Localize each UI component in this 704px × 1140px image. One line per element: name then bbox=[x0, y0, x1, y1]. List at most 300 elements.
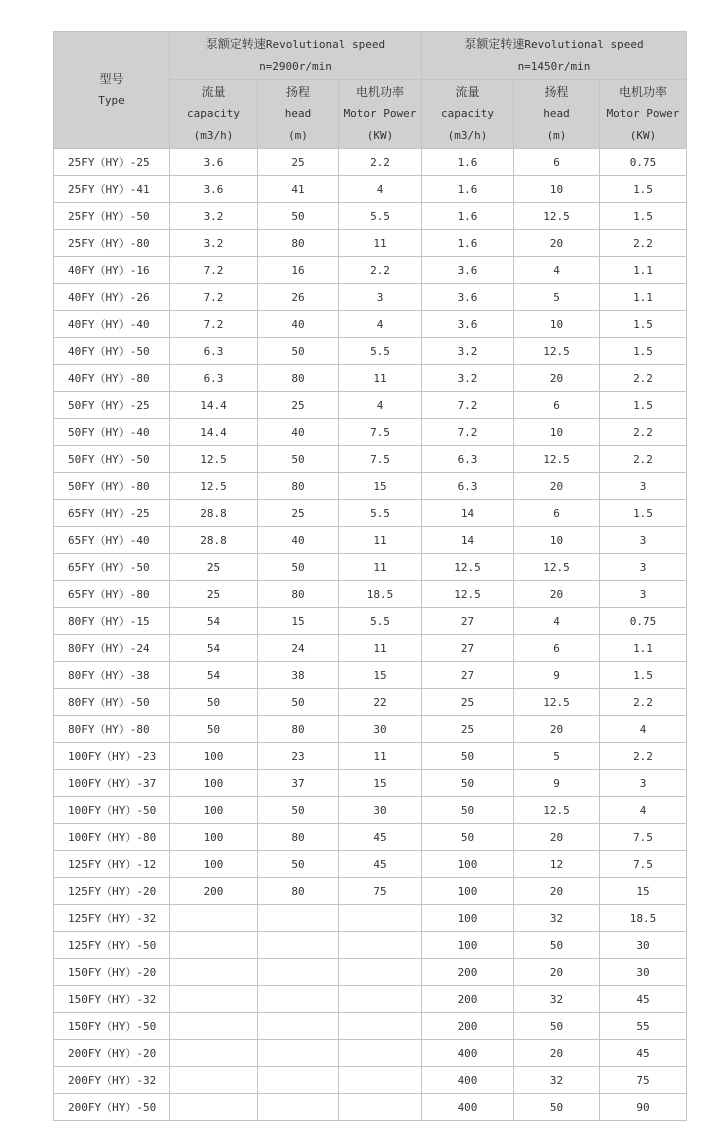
head-2900-cell bbox=[258, 1067, 339, 1094]
head-2900-cell: 80 bbox=[258, 473, 339, 500]
capacity-header-cn: 流量 bbox=[455, 85, 480, 99]
type-cell: 200FY（HY）-32 bbox=[54, 1067, 170, 1094]
type-cell: 65FY（HY）-40 bbox=[54, 527, 170, 554]
head-1450-cell: 12.5 bbox=[514, 338, 600, 365]
head-2900-cell: 16 bbox=[258, 257, 339, 284]
power-2900-cell bbox=[339, 1094, 422, 1121]
table-row bbox=[54, 365, 687, 392]
power-2900-cell: 7.5 bbox=[339, 419, 422, 446]
capacity-2900-cell: 28.8 bbox=[170, 500, 258, 527]
head-2900-cell: 50 bbox=[258, 797, 339, 824]
type-cell: 65FY（HY）-25 bbox=[54, 500, 170, 527]
power-1450-cell: 1.5 bbox=[600, 338, 687, 365]
type-cell: 50FY（HY）-50 bbox=[54, 446, 170, 473]
head-1450-cell: 20 bbox=[514, 1040, 600, 1067]
capacity-2900-cell bbox=[170, 959, 258, 986]
table-row bbox=[54, 716, 687, 743]
table-row bbox=[54, 1013, 687, 1040]
head-1450-cell: 10 bbox=[514, 419, 600, 446]
head-2900-cell: 50 bbox=[258, 851, 339, 878]
power-1450-cell: 30 bbox=[600, 959, 687, 986]
power-header-unit: (KW) bbox=[366, 129, 394, 142]
power-2900-cell bbox=[339, 1013, 422, 1040]
head-2900-cell: 80 bbox=[258, 581, 339, 608]
capacity-2900-cell: 3.2 bbox=[170, 203, 258, 230]
capacity-1450-cell: 200 bbox=[422, 1013, 514, 1040]
table-row bbox=[54, 446, 687, 473]
head-1450-cell: 5 bbox=[514, 284, 600, 311]
capacity-1450-cell: 3.6 bbox=[422, 284, 514, 311]
power-2900-cell: 45 bbox=[339, 824, 422, 851]
head-1450-cell: 6 bbox=[514, 392, 600, 419]
type-cell: 50FY（HY）-25 bbox=[54, 392, 170, 419]
power-1450-cell: 2.2 bbox=[600, 689, 687, 716]
head-1450-cell: 10 bbox=[514, 176, 600, 203]
head-1450-cell: 20 bbox=[514, 473, 600, 500]
capacity-2900-cell: 28.8 bbox=[170, 527, 258, 554]
power-header-1450 bbox=[600, 80, 687, 149]
power-header-cn: 电机功率 bbox=[355, 85, 404, 99]
type-header-cn: 型号 bbox=[99, 72, 124, 86]
head-2900-cell: 25 bbox=[258, 500, 339, 527]
table-row bbox=[54, 959, 687, 986]
type-cell: 25FY（HY）-80 bbox=[54, 230, 170, 257]
power-2900-cell: 11 bbox=[339, 527, 422, 554]
head-1450-cell: 20 bbox=[514, 824, 600, 851]
head-header-2900 bbox=[258, 80, 339, 149]
capacity-1450-cell: 25 bbox=[422, 689, 514, 716]
head-header-cn: 扬程 bbox=[285, 85, 310, 99]
power-1450-cell: 3 bbox=[600, 770, 687, 797]
capacity-1450-cell: 25 bbox=[422, 716, 514, 743]
power-2900-cell: 2.2 bbox=[339, 257, 422, 284]
type-cell: 25FY（HY）-41 bbox=[54, 176, 170, 203]
power-1450-cell: 1.5 bbox=[600, 500, 687, 527]
head-2900-cell: 38 bbox=[258, 662, 339, 689]
type-cell: 25FY（HY）-25 bbox=[54, 149, 170, 176]
head-2900-cell: 15 bbox=[258, 608, 339, 635]
table-row bbox=[54, 662, 687, 689]
power-2900-cell: 22 bbox=[339, 689, 422, 716]
table-row bbox=[54, 986, 687, 1013]
power-2900-cell: 11 bbox=[339, 230, 422, 257]
power-1450-cell: 45 bbox=[600, 1040, 687, 1067]
table-row bbox=[54, 311, 687, 338]
power-1450-cell: 2.2 bbox=[600, 230, 687, 257]
capacity-2900-cell: 6.3 bbox=[170, 338, 258, 365]
capacity-2900-cell: 7.2 bbox=[170, 311, 258, 338]
type-cell: 80FY（HY）-50 bbox=[54, 689, 170, 716]
capacity-2900-cell: 100 bbox=[170, 743, 258, 770]
head-1450-cell: 20 bbox=[514, 581, 600, 608]
power-1450-cell: 18.5 bbox=[600, 905, 687, 932]
head-2900-cell: 50 bbox=[258, 338, 339, 365]
type-cell: 100FY（HY）-50 bbox=[54, 797, 170, 824]
capacity-2900-cell: 50 bbox=[170, 689, 258, 716]
speed-group-1450-title-cn: 泵额定转速 bbox=[464, 37, 525, 51]
capacity-2900-cell: 3.6 bbox=[170, 176, 258, 203]
capacity-1450-cell: 400 bbox=[422, 1040, 514, 1067]
power-2900-cell: 18.5 bbox=[339, 581, 422, 608]
head-1450-cell: 12 bbox=[514, 851, 600, 878]
capacity-1450-cell: 1.6 bbox=[422, 149, 514, 176]
type-cell: 125FY（HY）-50 bbox=[54, 932, 170, 959]
head-1450-cell: 10 bbox=[514, 527, 600, 554]
power-header-en: Motor Power bbox=[343, 107, 417, 120]
type-cell: 40FY（HY）-40 bbox=[54, 311, 170, 338]
power-2900-cell: 5.5 bbox=[339, 338, 422, 365]
power-2900-cell bbox=[339, 1067, 422, 1094]
power-2900-cell bbox=[339, 959, 422, 986]
capacity-1450-cell: 6.3 bbox=[422, 473, 514, 500]
power-1450-cell: 0.75 bbox=[600, 608, 687, 635]
capacity-1450-cell: 1.6 bbox=[422, 203, 514, 230]
power-1450-cell: 4 bbox=[600, 797, 687, 824]
power-2900-cell bbox=[339, 905, 422, 932]
capacity-1450-cell: 27 bbox=[422, 608, 514, 635]
head-header-en: head bbox=[284, 107, 312, 120]
type-cell: 80FY（HY）-15 bbox=[54, 608, 170, 635]
capacity-2900-cell bbox=[170, 905, 258, 932]
power-2900-cell: 4 bbox=[339, 311, 422, 338]
head-2900-cell bbox=[258, 1040, 339, 1067]
power-2900-cell: 45 bbox=[339, 851, 422, 878]
table-row bbox=[54, 608, 687, 635]
type-cell: 40FY（HY）-80 bbox=[54, 365, 170, 392]
capacity-2900-cell bbox=[170, 1067, 258, 1094]
type-cell: 65FY（HY）-80 bbox=[54, 581, 170, 608]
table-row bbox=[54, 797, 687, 824]
power-1450-cell: 3 bbox=[600, 527, 687, 554]
power-2900-cell: 11 bbox=[339, 554, 422, 581]
type-cell: 50FY（HY）-40 bbox=[54, 419, 170, 446]
table-row bbox=[54, 338, 687, 365]
head-1450-cell: 6 bbox=[514, 500, 600, 527]
power-1450-cell: 3 bbox=[600, 554, 687, 581]
head-1450-cell: 12.5 bbox=[514, 797, 600, 824]
power-2900-cell: 3 bbox=[339, 284, 422, 311]
power-1450-cell: 2.2 bbox=[600, 446, 687, 473]
power-1450-cell: 3 bbox=[600, 581, 687, 608]
table-row bbox=[54, 527, 687, 554]
table-row bbox=[54, 500, 687, 527]
power-1450-cell: 75 bbox=[600, 1067, 687, 1094]
capacity-1450-cell: 100 bbox=[422, 851, 514, 878]
head-2900-cell: 80 bbox=[258, 878, 339, 905]
head-2900-cell: 40 bbox=[258, 311, 339, 338]
head-2900-cell: 80 bbox=[258, 716, 339, 743]
power-1450-cell: 1.5 bbox=[600, 176, 687, 203]
capacity-1450-cell: 400 bbox=[422, 1067, 514, 1094]
table-row bbox=[54, 770, 687, 797]
type-cell: 40FY（HY）-50 bbox=[54, 338, 170, 365]
table-row bbox=[54, 635, 687, 662]
type-cell: 100FY（HY）-23 bbox=[54, 743, 170, 770]
head-1450-cell: 20 bbox=[514, 878, 600, 905]
power-1450-cell: 1.1 bbox=[600, 257, 687, 284]
power-1450-cell: 7.5 bbox=[600, 824, 687, 851]
power-2900-cell: 11 bbox=[339, 635, 422, 662]
type-cell: 200FY（HY）-20 bbox=[54, 1040, 170, 1067]
head-2900-cell: 25 bbox=[258, 392, 339, 419]
table-row bbox=[54, 257, 687, 284]
capacity-1450-cell: 3.2 bbox=[422, 365, 514, 392]
capacity-1450-cell: 1.6 bbox=[422, 230, 514, 257]
table-row bbox=[54, 230, 687, 257]
power-1450-cell: 1.5 bbox=[600, 203, 687, 230]
head-2900-cell: 37 bbox=[258, 770, 339, 797]
capacity-2900-cell: 25 bbox=[170, 581, 258, 608]
type-cell: 150FY（HY）-32 bbox=[54, 986, 170, 1013]
power-1450-cell: 15 bbox=[600, 878, 687, 905]
head-1450-cell: 20 bbox=[514, 716, 600, 743]
power-header-cn: 电机功率 bbox=[618, 85, 667, 99]
head-2900-cell: 50 bbox=[258, 446, 339, 473]
type-header bbox=[54, 32, 170, 149]
head-header-cn: 扬程 bbox=[544, 85, 569, 99]
type-cell: 100FY（HY）-80 bbox=[54, 824, 170, 851]
speed-group-2900-title-en: Revolutional speed bbox=[265, 38, 386, 51]
head-1450-cell: 6 bbox=[514, 635, 600, 662]
table-row bbox=[54, 1040, 687, 1067]
head-1450-cell: 4 bbox=[514, 257, 600, 284]
capacity-1450-cell: 100 bbox=[422, 905, 514, 932]
power-2900-cell: 5.5 bbox=[339, 608, 422, 635]
head-1450-cell: 20 bbox=[514, 365, 600, 392]
power-1450-cell: 90 bbox=[600, 1094, 687, 1121]
power-2900-cell: 15 bbox=[339, 662, 422, 689]
capacity-header-en: capacity bbox=[441, 107, 494, 120]
capacity-1450-cell: 14 bbox=[422, 527, 514, 554]
capacity-1450-cell: 12.5 bbox=[422, 581, 514, 608]
head-2900-cell: 23 bbox=[258, 743, 339, 770]
capacity-2900-cell: 50 bbox=[170, 716, 258, 743]
head-2900-cell: 25 bbox=[258, 149, 339, 176]
power-2900-cell: 4 bbox=[339, 392, 422, 419]
capacity-1450-cell: 14 bbox=[422, 500, 514, 527]
table-row bbox=[54, 392, 687, 419]
power-2900-cell: 5.5 bbox=[339, 203, 422, 230]
capacity-1450-cell: 1.6 bbox=[422, 176, 514, 203]
head-1450-cell: 12.5 bbox=[514, 554, 600, 581]
head-2900-cell: 50 bbox=[258, 689, 339, 716]
power-1450-cell: 55 bbox=[600, 1013, 687, 1040]
capacity-2900-cell: 14.4 bbox=[170, 392, 258, 419]
power-2900-cell: 15 bbox=[339, 770, 422, 797]
capacity-header-2900 bbox=[170, 80, 258, 149]
capacity-2900-cell: 12.5 bbox=[170, 446, 258, 473]
power-2900-cell: 11 bbox=[339, 365, 422, 392]
head-1450-cell: 5 bbox=[514, 743, 600, 770]
capacity-1450-cell: 100 bbox=[422, 932, 514, 959]
head-header-unit: (m) bbox=[288, 129, 308, 142]
capacity-2900-cell bbox=[170, 986, 258, 1013]
capacity-1450-cell: 7.2 bbox=[422, 392, 514, 419]
table-body bbox=[54, 149, 687, 1121]
head-1450-cell: 4 bbox=[514, 608, 600, 635]
table-row bbox=[54, 581, 687, 608]
power-2900-cell: 5.5 bbox=[339, 500, 422, 527]
head-2900-cell: 80 bbox=[258, 365, 339, 392]
type-cell: 80FY（HY）-24 bbox=[54, 635, 170, 662]
capacity-2900-cell: 7.2 bbox=[170, 257, 258, 284]
header-row-speed bbox=[54, 32, 687, 80]
table-row bbox=[54, 824, 687, 851]
type-cell: 100FY（HY）-37 bbox=[54, 770, 170, 797]
capacity-1450-cell: 12.5 bbox=[422, 554, 514, 581]
head-2900-cell: 40 bbox=[258, 527, 339, 554]
capacity-1450-cell: 100 bbox=[422, 878, 514, 905]
table-row bbox=[54, 554, 687, 581]
head-1450-cell: 6 bbox=[514, 149, 600, 176]
capacity-1450-cell: 50 bbox=[422, 770, 514, 797]
capacity-header-1450 bbox=[422, 80, 514, 149]
head-2900-cell bbox=[258, 932, 339, 959]
type-cell: 25FY（HY）-50 bbox=[54, 203, 170, 230]
type-cell: 125FY（HY）-20 bbox=[54, 878, 170, 905]
power-1450-cell: 30 bbox=[600, 932, 687, 959]
speed-group-1450 bbox=[422, 32, 687, 80]
capacity-1450-cell: 3.6 bbox=[422, 311, 514, 338]
power-2900-cell: 7.5 bbox=[339, 446, 422, 473]
capacity-1450-cell: 3.2 bbox=[422, 338, 514, 365]
power-header-unit: (KW) bbox=[629, 129, 657, 142]
power-2900-cell: 2.2 bbox=[339, 149, 422, 176]
power-1450-cell: 2.2 bbox=[600, 365, 687, 392]
power-1450-cell: 4 bbox=[600, 716, 687, 743]
capacity-header-en: capacity bbox=[187, 107, 240, 120]
speed-group-2900-title-cn: 泵额定转速 bbox=[205, 37, 266, 51]
head-1450-cell: 9 bbox=[514, 770, 600, 797]
type-cell: 80FY（HY）-80 bbox=[54, 716, 170, 743]
table-row bbox=[54, 203, 687, 230]
head-1450-cell: 32 bbox=[514, 905, 600, 932]
head-header-1450 bbox=[514, 80, 600, 149]
speed-group-1450-title-en: Revolutional speed bbox=[524, 38, 644, 51]
power-2900-cell bbox=[339, 986, 422, 1013]
head-1450-cell: 50 bbox=[514, 932, 600, 959]
power-1450-cell: 0.75 bbox=[600, 149, 687, 176]
table-row bbox=[54, 905, 687, 932]
table-row bbox=[54, 743, 687, 770]
head-2900-cell: 50 bbox=[258, 203, 339, 230]
head-header-unit: (m) bbox=[546, 129, 567, 142]
head-2900-cell: 80 bbox=[258, 824, 339, 851]
capacity-1450-cell: 27 bbox=[422, 662, 514, 689]
type-cell: 40FY（HY）-16 bbox=[54, 257, 170, 284]
head-2900-cell bbox=[258, 986, 339, 1013]
head-2900-cell: 50 bbox=[258, 554, 339, 581]
table-row bbox=[54, 1067, 687, 1094]
capacity-2900-cell bbox=[170, 932, 258, 959]
capacity-2900-cell: 100 bbox=[170, 824, 258, 851]
speed-group-1450-value: n=1450r/min bbox=[517, 60, 591, 73]
power-2900-cell: 15 bbox=[339, 473, 422, 500]
speed-group-2900 bbox=[170, 32, 422, 80]
head-2900-cell bbox=[258, 959, 339, 986]
head-2900-cell bbox=[258, 1094, 339, 1121]
head-1450-cell: 12.5 bbox=[514, 689, 600, 716]
capacity-header-unit: (m3/h) bbox=[447, 129, 488, 142]
table-header bbox=[54, 32, 687, 149]
type-cell: 200FY（HY）-50 bbox=[54, 1094, 170, 1121]
capacity-2900-cell: 54 bbox=[170, 608, 258, 635]
capacity-2900-cell: 7.2 bbox=[170, 284, 258, 311]
capacity-2900-cell bbox=[170, 1040, 258, 1067]
head-1450-cell: 12.5 bbox=[514, 203, 600, 230]
head-header-en: head bbox=[543, 107, 570, 120]
capacity-2900-cell: 54 bbox=[170, 662, 258, 689]
capacity-2900-cell: 6.3 bbox=[170, 365, 258, 392]
capacity-1450-cell: 50 bbox=[422, 824, 514, 851]
head-2900-cell: 40 bbox=[258, 419, 339, 446]
power-2900-cell: 4 bbox=[339, 176, 422, 203]
power-1450-cell: 1.5 bbox=[600, 311, 687, 338]
table-row bbox=[54, 1094, 687, 1121]
power-1450-cell: 7.5 bbox=[600, 851, 687, 878]
head-1450-cell: 50 bbox=[514, 1013, 600, 1040]
power-1450-cell: 2.2 bbox=[600, 743, 687, 770]
capacity-header-cn: 流量 bbox=[201, 85, 226, 99]
head-1450-cell: 32 bbox=[514, 986, 600, 1013]
power-2900-cell: 30 bbox=[339, 716, 422, 743]
speed-group-2900-value: n=2900r/min bbox=[259, 60, 332, 73]
power-1450-cell: 45 bbox=[600, 986, 687, 1013]
head-2900-cell bbox=[258, 905, 339, 932]
head-1450-cell: 50 bbox=[514, 1094, 600, 1121]
head-2900-cell: 41 bbox=[258, 176, 339, 203]
power-2900-cell: 30 bbox=[339, 797, 422, 824]
head-2900-cell bbox=[258, 1013, 339, 1040]
power-1450-cell: 1.5 bbox=[600, 392, 687, 419]
capacity-1450-cell: 200 bbox=[422, 986, 514, 1013]
capacity-1450-cell: 50 bbox=[422, 743, 514, 770]
capacity-1450-cell: 200 bbox=[422, 959, 514, 986]
head-1450-cell: 20 bbox=[514, 959, 600, 986]
table-row bbox=[54, 689, 687, 716]
power-1450-cell: 2.2 bbox=[600, 419, 687, 446]
capacity-2900-cell: 25 bbox=[170, 554, 258, 581]
type-header-en: Type bbox=[98, 94, 125, 107]
capacity-2900-cell: 200 bbox=[170, 878, 258, 905]
capacity-1450-cell: 7.2 bbox=[422, 419, 514, 446]
capacity-2900-cell bbox=[170, 1013, 258, 1040]
type-cell: 80FY（HY）-38 bbox=[54, 662, 170, 689]
power-header-en: Motor Power bbox=[606, 107, 680, 120]
table-row bbox=[54, 149, 687, 176]
capacity-2900-cell: 100 bbox=[170, 851, 258, 878]
capacity-1450-cell: 6.3 bbox=[422, 446, 514, 473]
head-1450-cell: 32 bbox=[514, 1067, 600, 1094]
capacity-1450-cell: 27 bbox=[422, 635, 514, 662]
capacity-2900-cell: 100 bbox=[170, 797, 258, 824]
type-cell: 125FY（HY）-12 bbox=[54, 851, 170, 878]
power-2900-cell: 11 bbox=[339, 743, 422, 770]
table-row bbox=[54, 473, 687, 500]
type-cell: 65FY（HY）-50 bbox=[54, 554, 170, 581]
capacity-2900-cell: 54 bbox=[170, 635, 258, 662]
table-row bbox=[54, 284, 687, 311]
capacity-2900-cell: 12.5 bbox=[170, 473, 258, 500]
capacity-2900-cell: 100 bbox=[170, 770, 258, 797]
type-cell: 40FY（HY）-26 bbox=[54, 284, 170, 311]
capacity-2900-cell: 3.6 bbox=[170, 149, 258, 176]
table-row bbox=[54, 419, 687, 446]
head-1450-cell: 9 bbox=[514, 662, 600, 689]
power-1450-cell: 1.5 bbox=[600, 662, 687, 689]
power-2900-cell: 75 bbox=[339, 878, 422, 905]
head-1450-cell: 10 bbox=[514, 311, 600, 338]
